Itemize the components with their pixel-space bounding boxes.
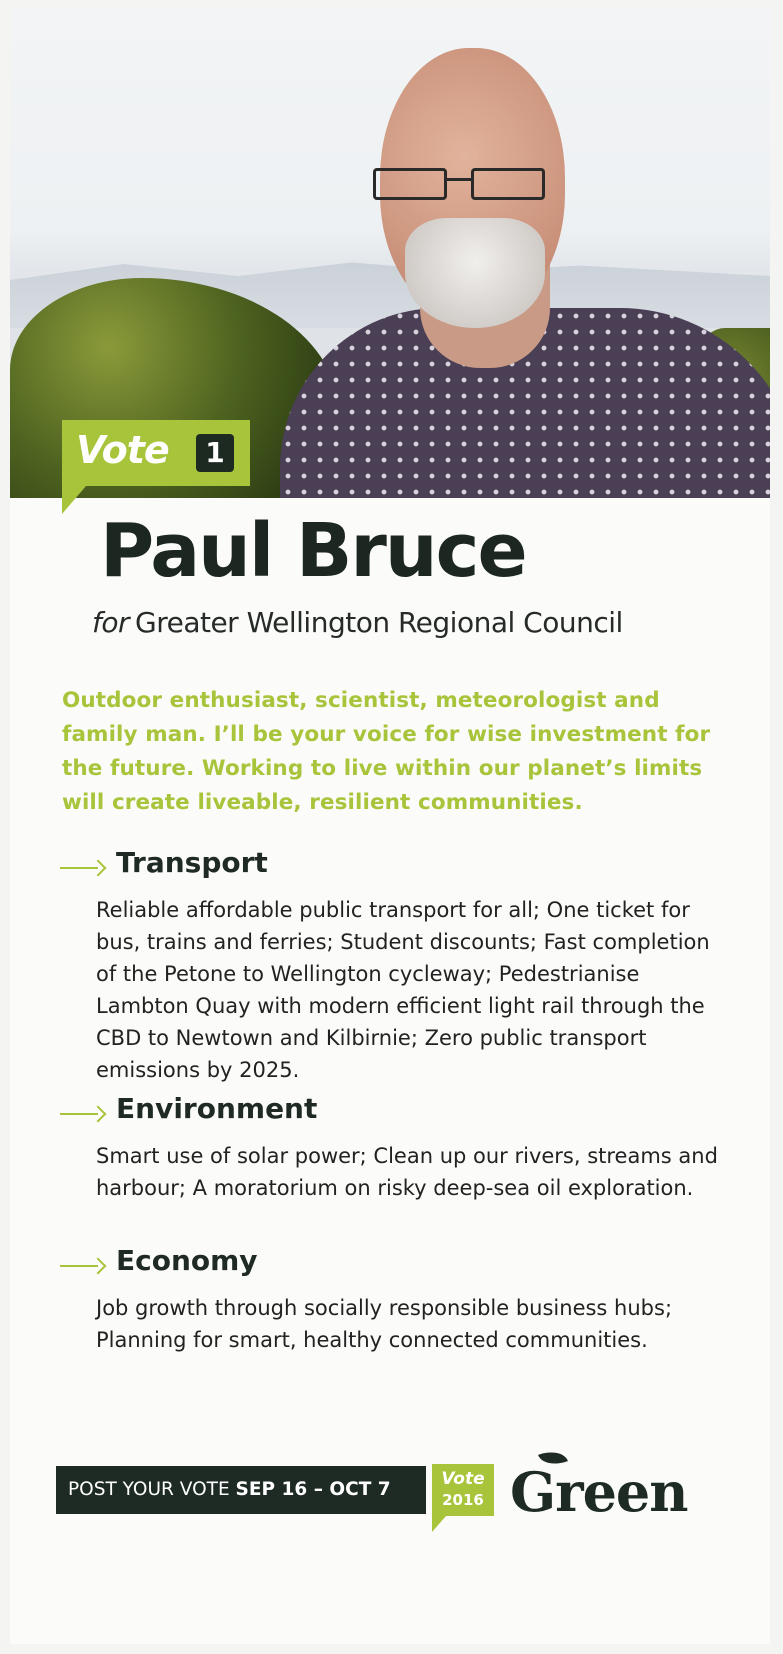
post-label: POST YOUR VOTE xyxy=(68,1479,230,1500)
section-title: Transport xyxy=(116,846,268,879)
vote-2016-word: Vote xyxy=(441,1469,485,1489)
arrow-right-icon xyxy=(60,860,104,876)
vote-2016-badge xyxy=(432,1464,494,1516)
section-environment xyxy=(60,1092,750,1204)
vote-badge-word: Vote xyxy=(76,428,169,472)
post-your-vote-bar xyxy=(56,1466,426,1514)
candidate-name: Paul Bruce xyxy=(100,508,526,594)
photo-beard xyxy=(405,218,545,328)
intro-statement: Outdoor enthusiast, scientist, meteorologist and family man. I’ll be your voice for wise investment for the future. Working to live within our planet’s limits will create liveable, resilient communities. xyxy=(62,688,711,815)
photo-glasses xyxy=(373,168,553,202)
arrow-right-icon xyxy=(60,1106,104,1122)
flyer xyxy=(10,8,770,1644)
section-transport xyxy=(60,846,750,1086)
arrow-right-icon xyxy=(60,1258,104,1274)
candidate-subtitle xyxy=(92,606,742,639)
party-name: Green xyxy=(510,1460,688,1524)
section-title: Environment xyxy=(116,1092,318,1125)
vote-2016-year: 2016 xyxy=(442,1491,484,1509)
section-body: Reliable affordable public transport for all; One ticket for bus, trains and ferries; Student discounts; Fast completion of the Petone to Wellington cycleway; Pedestrianise Lambton Quay with modern efficient light rail through the CBD to Newtown and Kilbirnie; Zero public transport emissions by 2025. xyxy=(96,898,710,1082)
section-title: Economy xyxy=(116,1244,258,1277)
section-economy xyxy=(60,1244,750,1356)
vote-one-badge xyxy=(62,420,250,486)
vote-dates: SEP 16 – OCT 7 xyxy=(235,1479,391,1500)
section-body: Job growth through socially responsible business hubs; Planning for smart, healthy connected communities. xyxy=(96,1296,673,1352)
vote-2016-tail xyxy=(432,1516,446,1532)
subtitle-prefix: for xyxy=(92,606,129,639)
subtitle-council: Greater Wellington Regional Council xyxy=(135,606,623,639)
vote-badge-number: 1 xyxy=(196,434,234,472)
section-body: Smart use of solar power; Clean up our rivers, streams and harbour; A moratorium on risky deep-sea oil exploration. xyxy=(96,1144,718,1200)
vote-badge-tail xyxy=(62,486,86,514)
